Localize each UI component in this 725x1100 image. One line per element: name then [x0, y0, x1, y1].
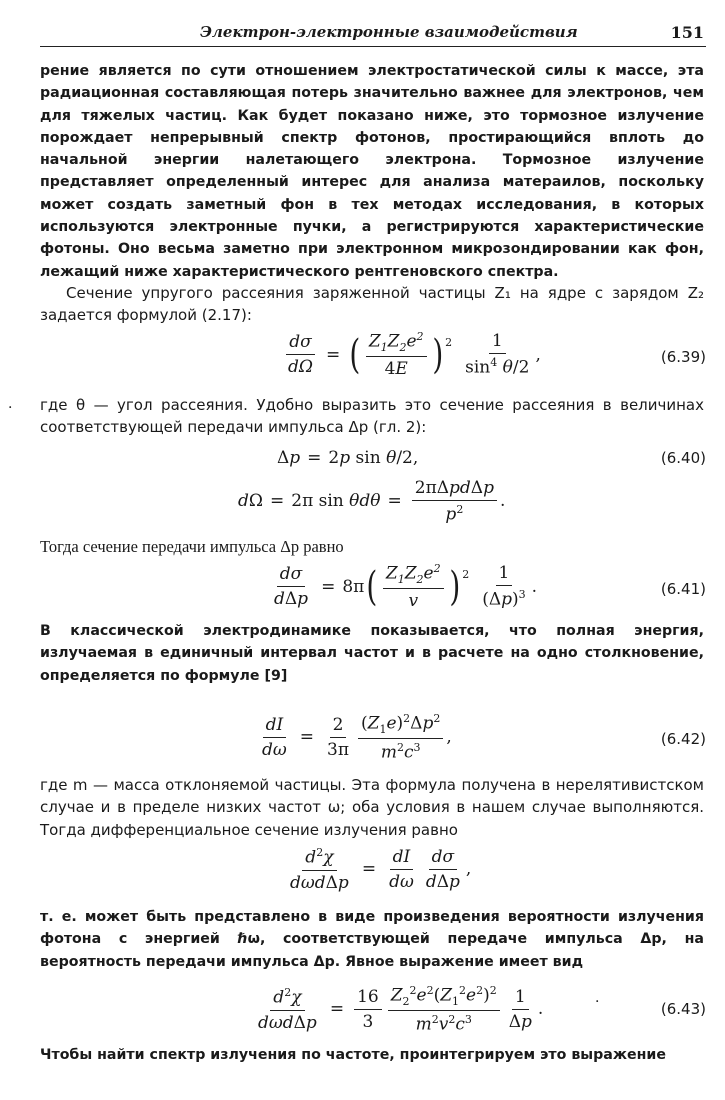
- paragraph-6: где m — масса отклоняемой частицы. Эта формула получена в нерелятивистском случае и в пределе низких частот ω; оба условия в нашем случае выполняются. Тогда дифференциальное сечение излучения равно: [40, 776, 704, 839]
- equation-6-39: [40, 330, 706, 392]
- paragraph-7: т. е. может быть представлено в виде произведения вероятности излучения фотона с энергией ℏω, соответствующей передаче импульса Δp, на вероятность передачи импульса Δp. Явное выражение имеет вид: [40, 909, 704, 970]
- equation-6-42: [40, 712, 706, 774]
- equation-body: $\frac{d^2\chi}{\text{dωdΔp}}$ = $\frac{dI}{d\omega}$ $\frac{d\sigma}{\text{dΔp}}$ ,: [290, 846, 472, 893]
- equation-body: $\frac{d\sigma}{d\Omega}$ = ( $\frac{Z_1Z_2e^2}{4E}$ ) $^2$ $\frac{1}{\sin^4 \theta/2}$ ,: [288, 330, 541, 380]
- paragraph-5: В классической электродинамике показывается, что полная энергия, излучаемая в единичный интервал частот и в расчете на одно столкновение, определяется по формуле [9]: [40, 623, 704, 684]
- equation-number: (6.41): [660, 580, 706, 598]
- paragraph-1: рение является по сути отношением электростатической силы к массе, эта радиационная составляющая потерь значительно важнее для электронов, чем для тяжелых частиц. Как будет показано ниже, это тормозное излучение порождает непрерывный спектр фотонов, простирающийся вплоть до начальной энергии налетающего электрона. Тормозное излучение представляет определенный интерес для анализа матераилов, поскольку может создать заметный фон в тех методах исследования, в которых используются электронные пучки, а регистрируются характеристические фотоны. Оно весьма заметно при электронном микрозондировании как фон, лежащий ниже характеристического рентгеновского спектра.: [40, 63, 704, 280]
- paragraph-4: Тогда сечение передачи импульса Δp равно: [40, 537, 344, 556]
- equation-6-40: [40, 448, 706, 528]
- equation-number: (6.42): [660, 730, 706, 748]
- equation-number: (6.39): [660, 348, 706, 366]
- page-number: 151: [670, 23, 704, 42]
- equation-6-41: [40, 562, 706, 624]
- equation-unnumbered: [40, 846, 706, 902]
- equation-number: (6.43): [660, 1000, 706, 1018]
- paragraph-2: Сечение упругого рассеяния заряженной частицы Z₁ на ядре с зарядом Z₂ задается формулой (2.17):: [40, 284, 704, 325]
- equation-line-2: d Ω = 2π sin θdθ = $\frac{\text{2πΔpdΔp}}{p^2}$ .: [238, 478, 506, 525]
- equation-body: $\frac{d^2\chi}{\text{dωdΔp}}$ = $\frac{16}{3}$ $\frac{Z_2^2e^2(Z_1^2e^2)^2}{m^2v^2c^3}$ $\frac{1}{\Delta p}$ .: [258, 984, 544, 1035]
- equation-6-43: [40, 984, 706, 1044]
- equation-body: $\frac{dI}{d\omega}$ = $\frac{2}{3\pi}$ $\frac{(Z_1e)^2\Delta p^2}{m^2c^3}$ ,: [262, 712, 452, 763]
- running-head: [40, 22, 706, 47]
- margin-dot: ·: [8, 400, 13, 416]
- chapter-title: Электрон-электронные взаимодействия: [200, 23, 578, 41]
- paragraph-3: где θ — угол рассеяния. Удобно выразить это сечение рассеяния в величинах соответствующей передачи импульса Δp (гл. 2):: [40, 396, 704, 437]
- margin-dot: ·: [595, 994, 600, 1010]
- equation-body: $\frac{d\sigma}{\text{dΔp}}$ = 8π ( $\frac{Z_1Z_2e^2}{v}$ ) $^2$ $\frac{1}{(\Delta p)^3}$ .: [274, 562, 538, 612]
- equation-number: (6.40): [660, 449, 706, 467]
- equation-line-1: Δ p = 2 p sin θ /2,: [277, 448, 419, 468]
- paragraph-8: Чтобы найти спектр излучения по частоте, проинтегрируем это выражение: [40, 1047, 666, 1063]
